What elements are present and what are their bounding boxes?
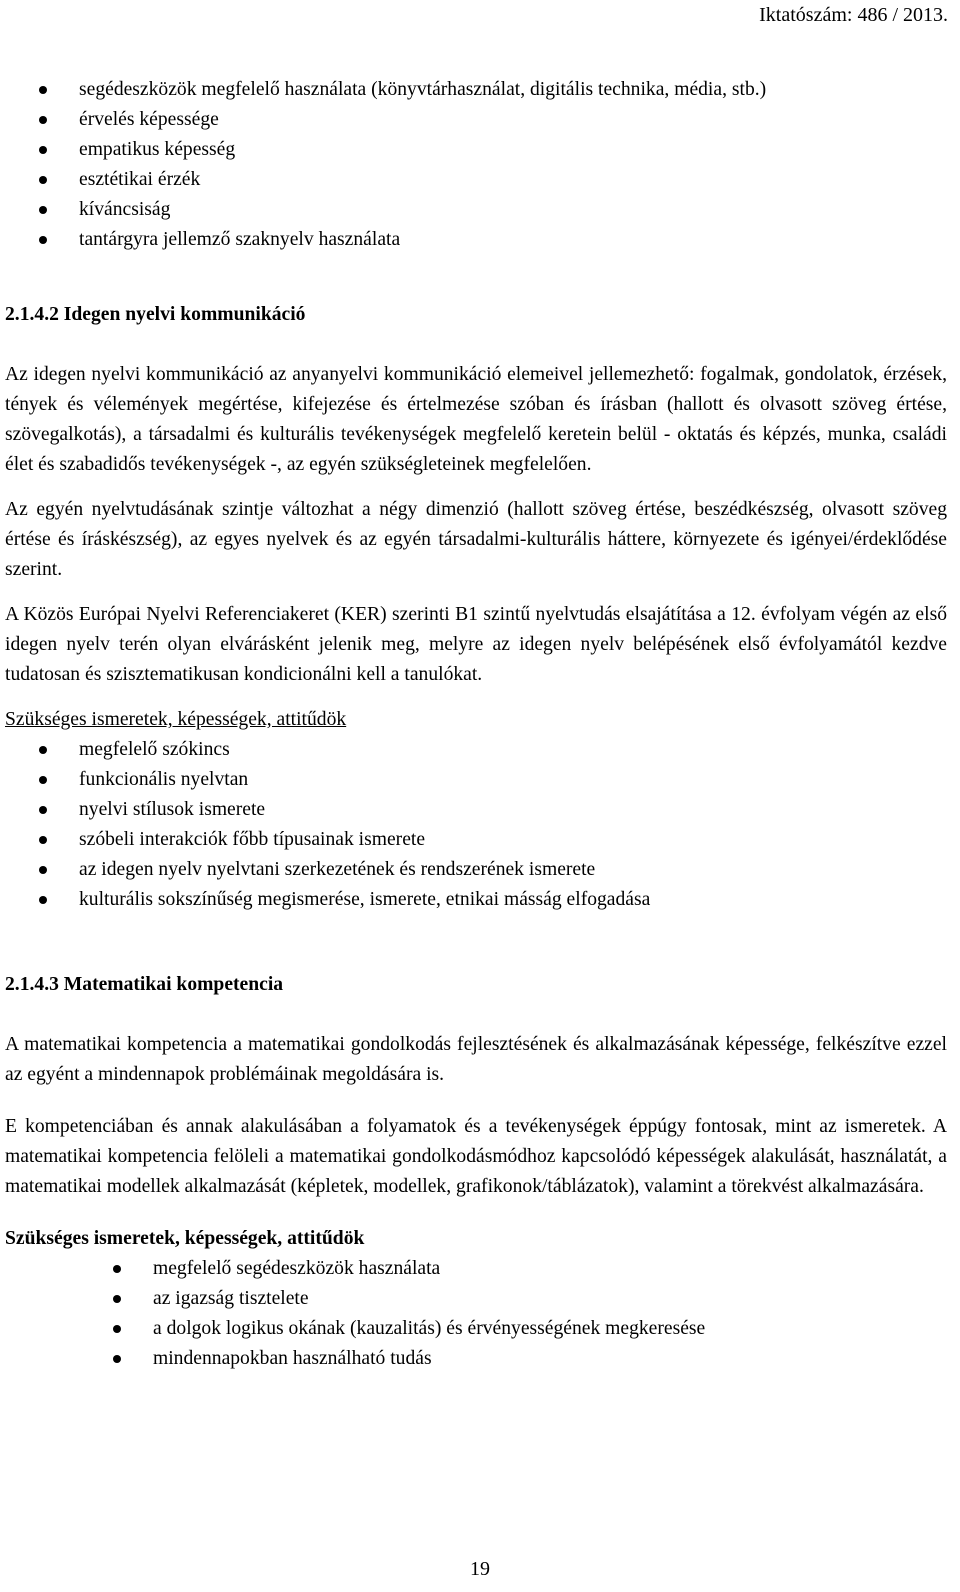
subheading-required-skills-math: Szükséges ismeretek, képességek, attitűdök <box>5 1228 365 1249</box>
bullet-icon <box>39 236 47 244</box>
bullet-icon <box>39 836 47 844</box>
paragraph: Az egyén nyelvtudásának szintje változhat a négy dimenzió (hallott szöveg értése, beszédkészség, olvasott szöveg értése és íráskészség), az egyes nyelvek és az egyén társadalmi-kulturális háttere, környezete és igényei/érdeklődése szerint. <box>5 499 947 580</box>
section-heading-foreign-language: 2.1.4.2 Idegen nyelvi kommunikáció <box>5 304 306 325</box>
list-item: érvelés képessége <box>5 105 947 135</box>
bullet-icon <box>39 866 47 874</box>
section-heading-math: 2.1.4.3 Matematikai kompetencia <box>5 974 284 995</box>
bullet-icon <box>39 116 47 124</box>
list-item: a dolgok logikus okának (kauzalitás) és érvényességének megkeresése <box>5 1314 947 1344</box>
list-item: funkcionális nyelvtan <box>5 765 947 795</box>
paragraph: Az idegen nyelvi kommunikáció az anyanyelvi kommunikáció elemeivel jellemezhető: fogalmak, gondolatok, érzések, tények és vélemények megértése, kifejezése és értelmezése szóban és írásban (hallott és olvasott szöveg értése, szövegalkotás), a társadalmi és kulturális tevékenységek megfelelő keretein belül - oktatás és képzés, munka, családi élet és szabadidős tevékenységek -, az egyén szükségleteinek megfelelően. <box>5 364 947 475</box>
bullet-icon <box>113 1325 121 1333</box>
bullet-icon <box>39 176 47 184</box>
bullet-icon <box>39 146 47 154</box>
list-item: megfelelő szókincs <box>5 735 947 765</box>
list-item: tantárgyra jellemző szaknyelv használata <box>5 225 947 255</box>
page-content <box>5 75 947 1374</box>
bullet-icon <box>113 1295 121 1303</box>
list-item: empatikus képesség <box>5 135 947 165</box>
paragraph: A Közös Európai Nyelvi Referenciakeret (KER) szerinti B1 szintű nyelvtudás elsajátítása a 12. évfolyam végén az első idegen nyelv terén olyan elvárásként jelenik meg, melyre az idegen nyelv belépésének első évfolyamától kezdve tudatosan és szisztematikusan kondicionálni kell a tanulókat. <box>5 604 947 685</box>
list-item: esztétikai érzék <box>5 165 947 195</box>
list-item: megfelelő segédeszközök használata <box>5 1254 947 1284</box>
bullet-list-math-skills <box>5 1254 947 1374</box>
list-item: kíváncsiság <box>5 195 947 225</box>
bullet-icon <box>39 206 47 214</box>
bullet-icon <box>39 896 47 904</box>
bullet-icon <box>39 806 47 814</box>
list-item: nyelvi stílusok ismerete <box>5 795 947 825</box>
paragraph: E kompetenciában és annak alakulásában a folyamatok és a tevékenységek éppúgy fontosak, mint az ismeretek. A matematikai kompetencia felöleli a matematikai gondolkodásmódhoz kapcsolódó képességek alakulását, használatát, a matematikai modellek alkalmazását (képletek, modellek, grafikonok/táblázatok), valamint a törekvést alkalmazására. <box>5 1116 947 1197</box>
bullet-list-language-skills <box>5 735 947 915</box>
paragraph: A matematikai kompetencia a matematikai gondolkodás fejlesztésének és alkalmazásának képessége, felkészítve ezzel az egyént a mindennapok problémáinak megoldására is. <box>5 1034 947 1085</box>
bullet-icon <box>39 86 47 94</box>
bullet-icon <box>39 776 47 784</box>
list-item: kulturális sokszínűség megismerése, ismerete, etnikai másság elfogadása <box>5 885 947 915</box>
bullet-icon <box>113 1265 121 1273</box>
list-item: mindennapokban használható tudás <box>5 1344 947 1374</box>
list-item: szóbeli interakciók főbb típusainak ismerete <box>5 825 947 855</box>
bullet-icon <box>39 746 47 754</box>
bullet-list-skills <box>5 75 947 255</box>
page-number: 19 <box>470 1558 490 1580</box>
document-reference-number: Iktatószám: 486 / 2013. <box>759 4 948 26</box>
subheading-required-skills: Szükséges ismeretek, képességek, attitűdök <box>5 709 347 730</box>
bullet-icon <box>113 1355 121 1363</box>
list-item: az idegen nyelv nyelvtani szerkezetének és rendszerének ismerete <box>5 855 947 885</box>
list-item: segédeszközök megfelelő használata (könyvtárhasználat, digitális technika, média, stb.) <box>5 75 947 105</box>
list-item: az igazság tisztelete <box>5 1284 947 1314</box>
